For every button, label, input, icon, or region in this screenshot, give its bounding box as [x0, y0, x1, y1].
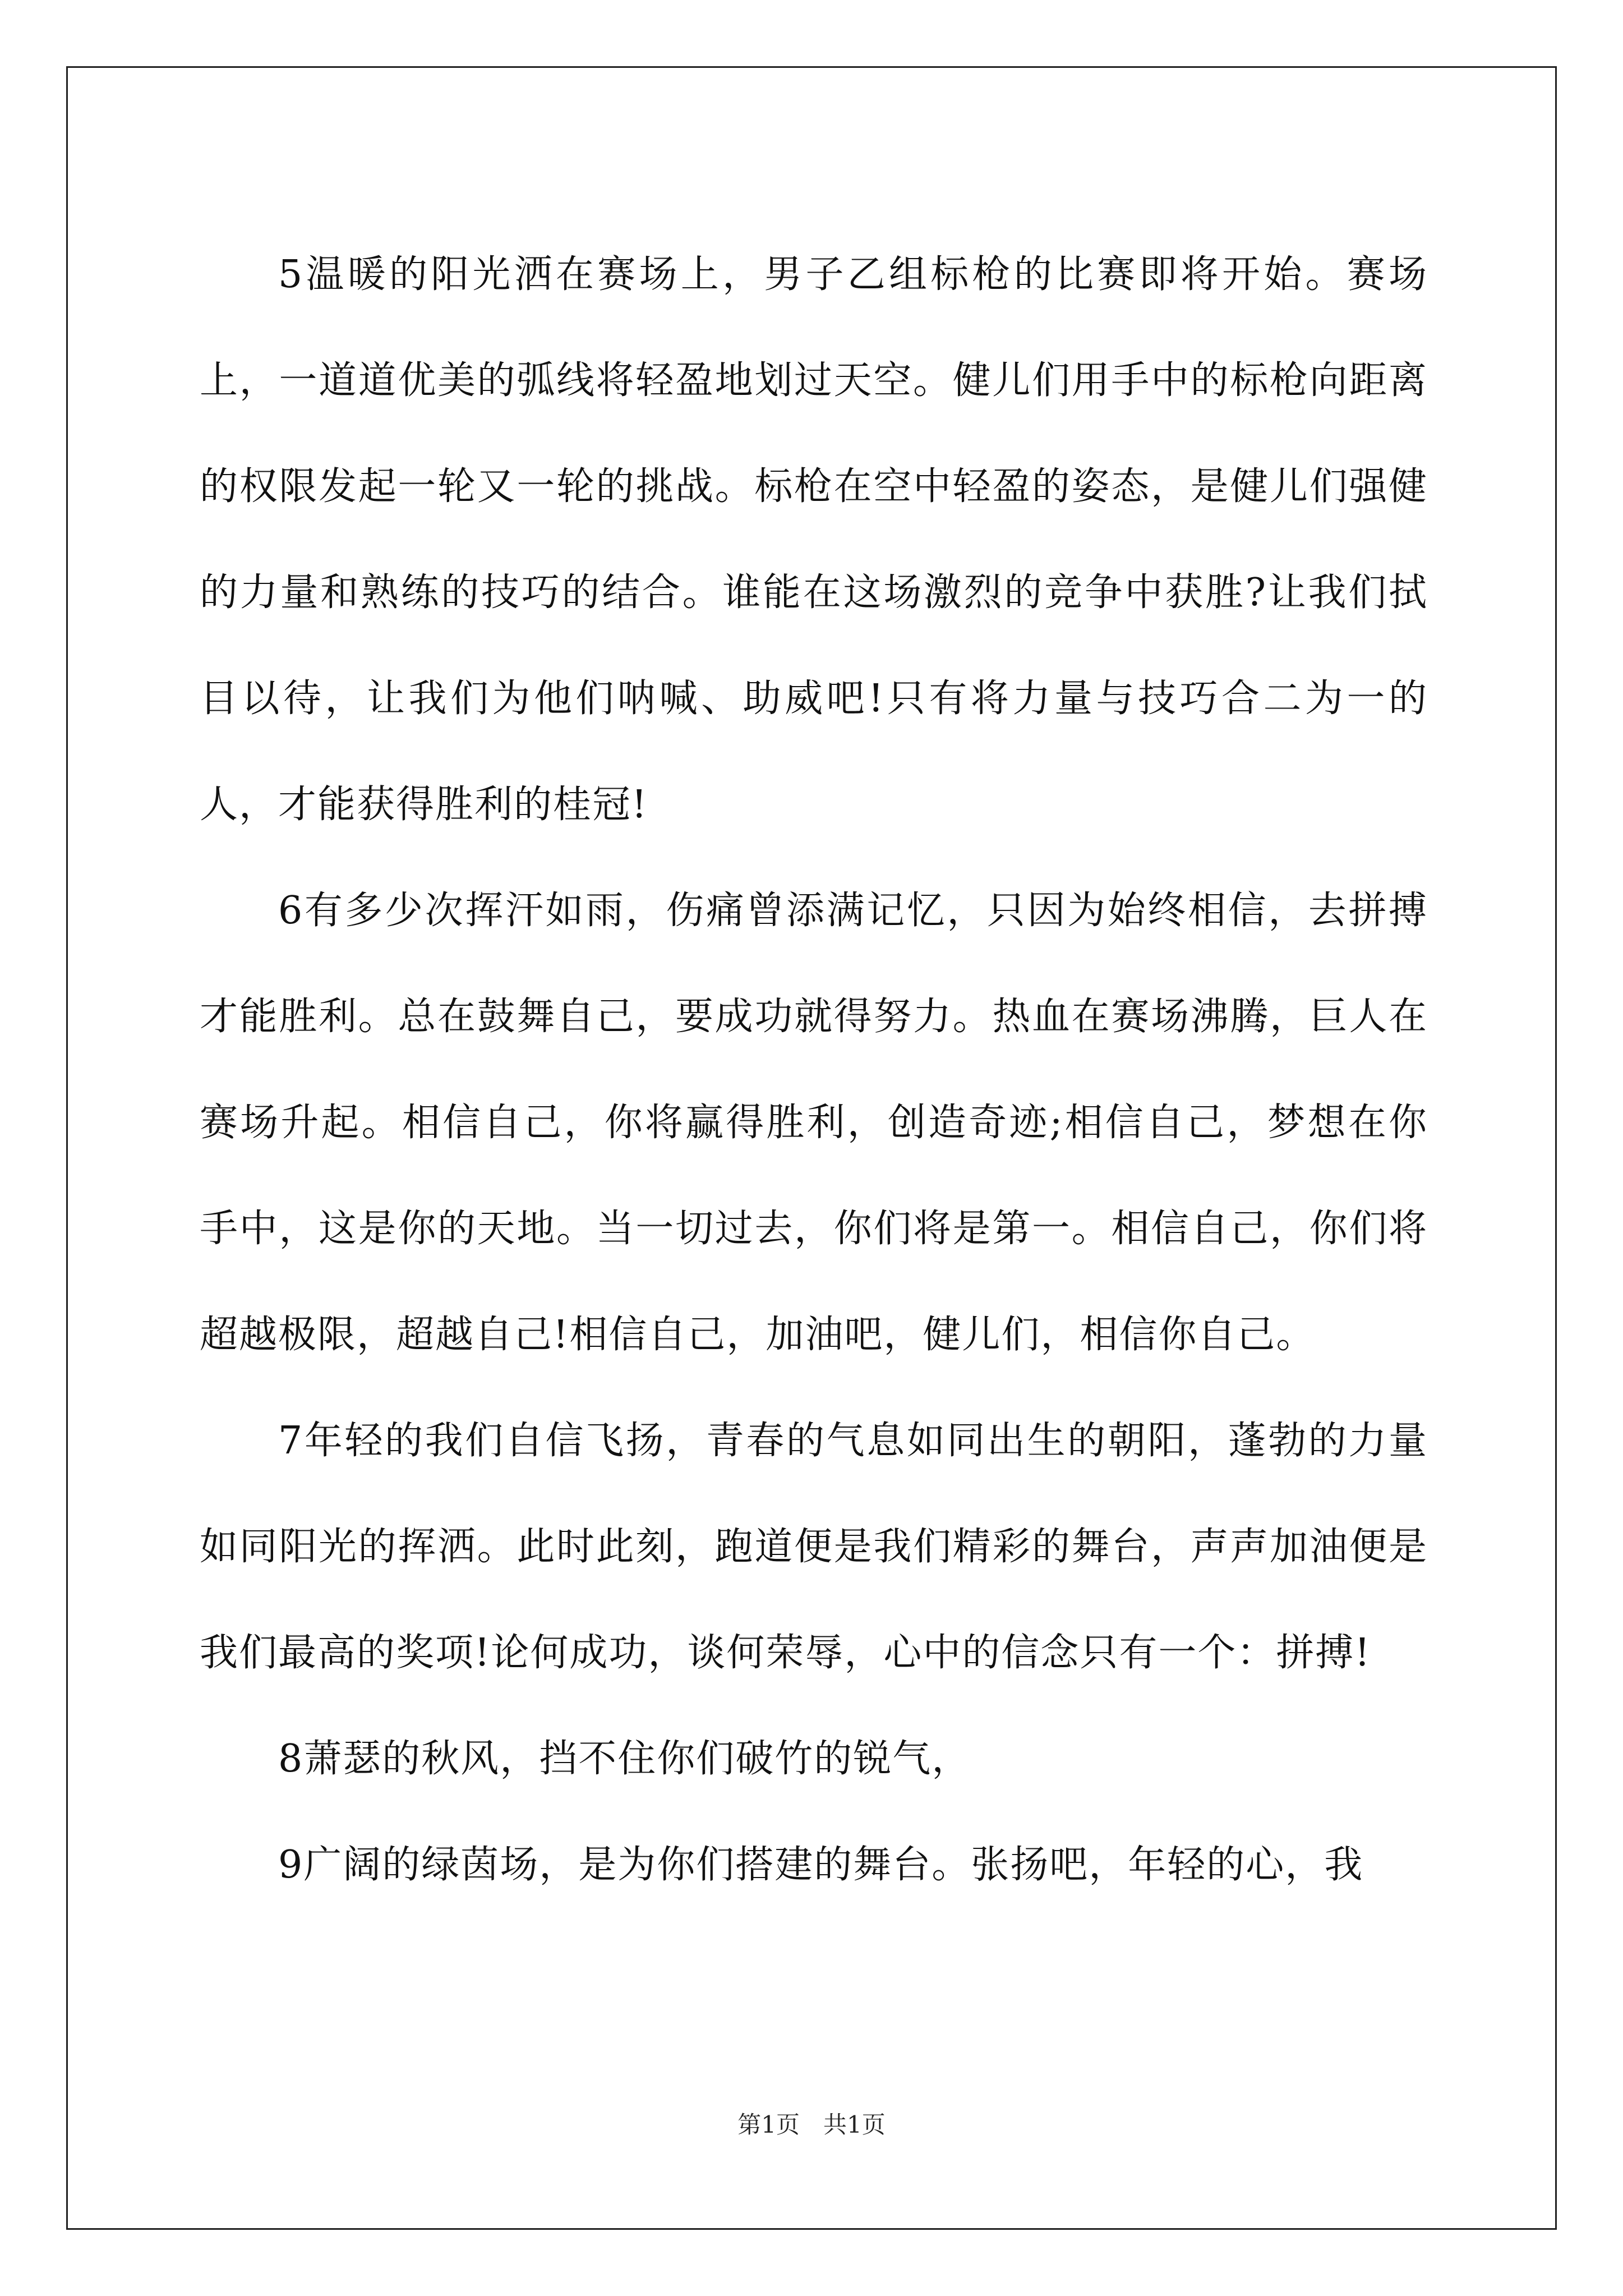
paragraph-9: 9广阔的绿茵场，是为你们搭建的舞台。张扬吧，年轻的心，我 — [278, 1843, 1364, 1887]
page-footer: 第1页 共1页 — [737, 2111, 886, 2138]
paragraph-8: 8萧瑟的秋风，挡不住你们破竹的锐气， — [278, 1737, 971, 1781]
document-body — [200, 222, 1428, 1918]
paragraph-6: 6有多少次挥汗如雨，伤痛曾添满记忆，只因为始终相信，去拼搏才能胜利。总在鼓舞自己，要成功就得努力。热血在赛场沸腾，巨人在赛场升起。相信自己，你将赢得胜利，创造奇迹;相信自己，梦想在你手中，这是你的天地。当一切过去，你们将是第一。相信自己，你们将超越极限，超越自己!相信自己，加油吧，健儿们，相信你自己。 — [200, 889, 1428, 1357]
paragraph-5: 5温暖的阳光洒在赛场上，男子乙组标枪的比赛即将开始。赛场上，一道道优美的弧线将轻盈地划过天空。健儿们用手中的标枪向距离的权限发起一轮又一轮的挑战。标枪在空中轻盈的姿态，是健儿们强健的力量和熟练的技巧的结合。谁能在这场激烈的竞争中获胜?让我们拭目以待，让我们为他们呐喊、助威吧!只有将力量与技巧合二为一的人，才能获得胜利的桂冠! — [200, 252, 1428, 827]
paragraph-7: 7年轻的我们自信飞扬，青春的气息如同出生的朝阳，蓬勃的力量如同阳光的挥洒。此时此刻，跑道便是我们精彩的舞台，声声加油便是我们最高的奖项!论何成功，谈何荣辱，心中的信念只有一个：拼搏! — [200, 1419, 1428, 1675]
